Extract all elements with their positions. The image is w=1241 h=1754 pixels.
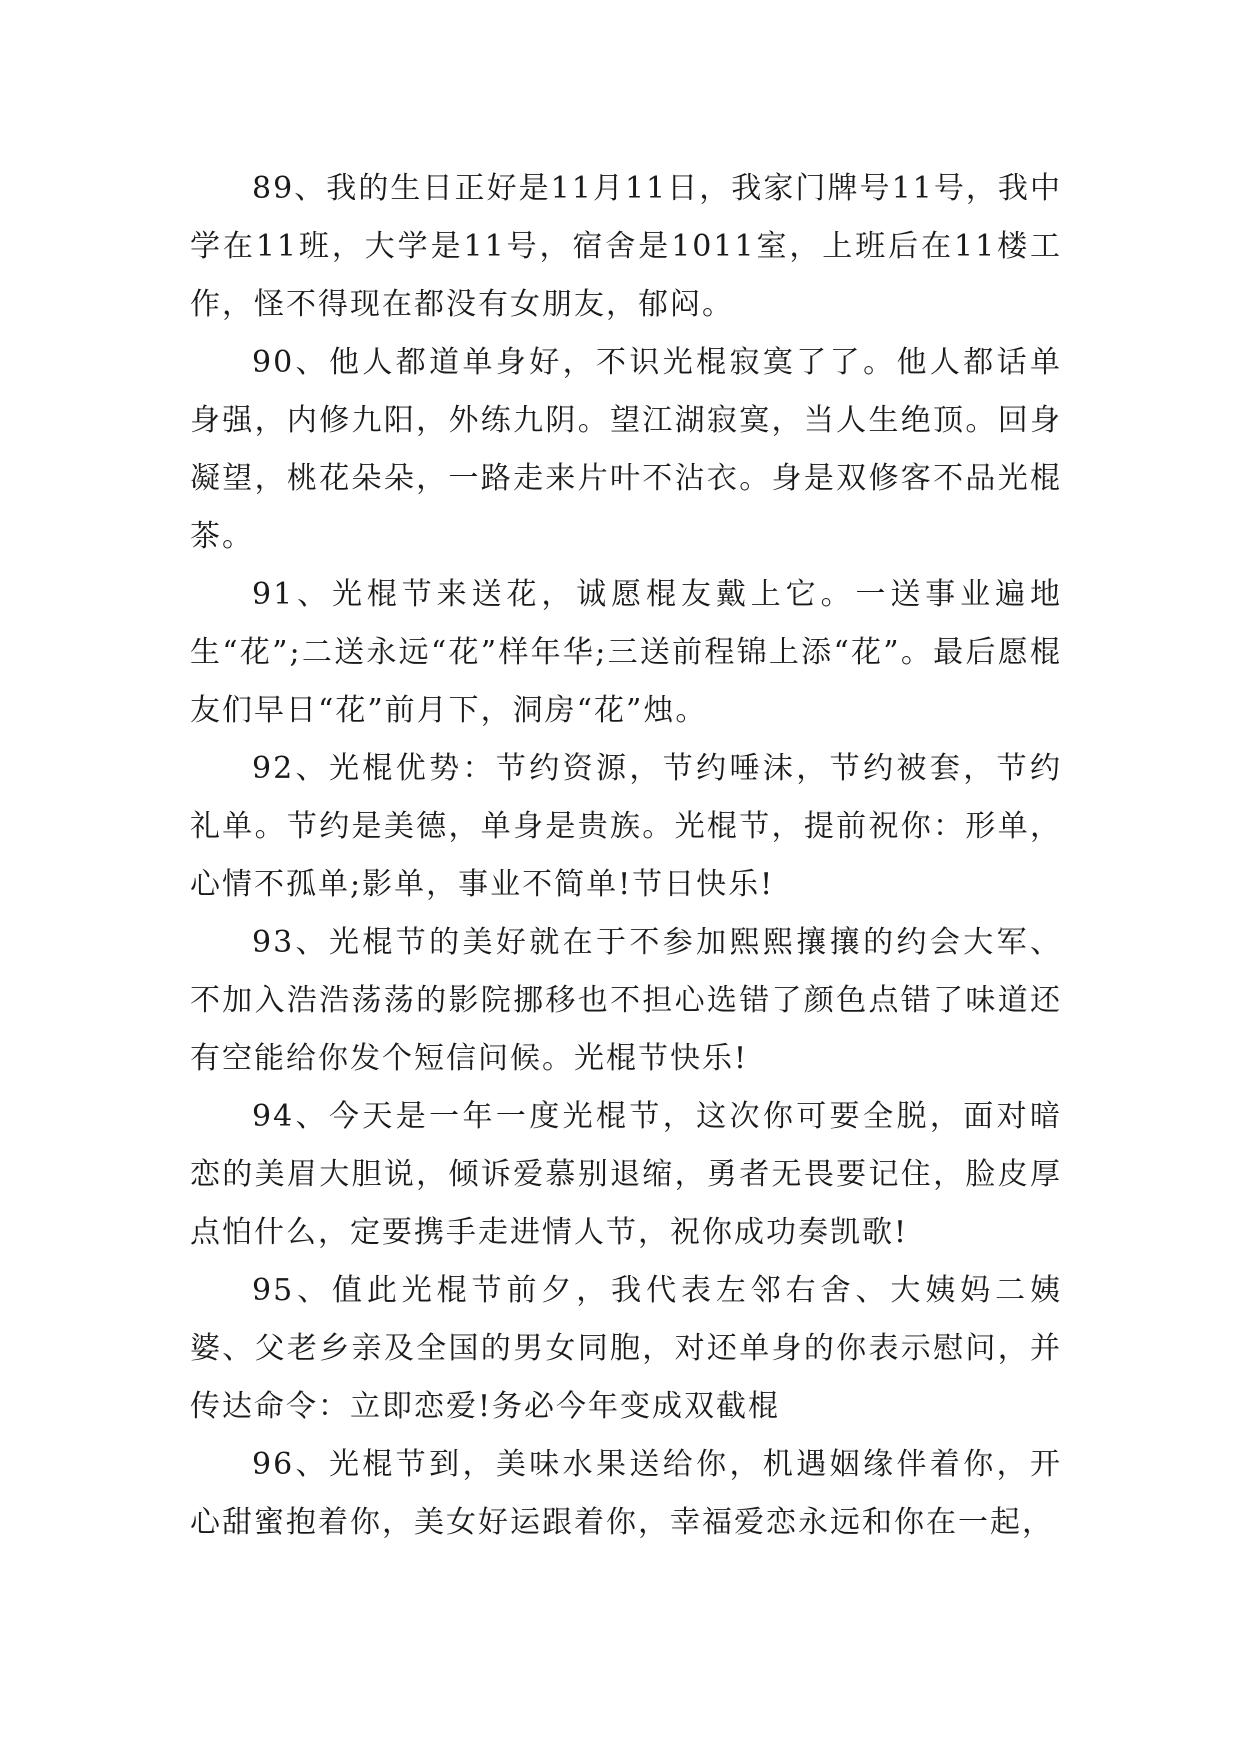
paragraph-95: 95、值此光棍节前夕，我代表左邻右舍、大姨妈二姨婆、父老乡亲及全国的男女同胞，对还单身的你表示慰问，并传达命令：立即恋爱!务必今年变成双截棍 — [190, 1273, 1062, 1424]
paragraph-89: 89、我的生日正好是11月11日，我家门牌号11号，我中学在11班，大学是11号，宿舍是1011室，上班后在11楼工作，怪不得现在都没有女朋友，郁闷。 — [190, 171, 1062, 322]
document-body — [190, 160, 1062, 1552]
paragraph-94: 94、今天是一年一度光棍节，这次你可要全脱，面对暗恋的美眉大胆说，倾诉爱慕别退缩，勇者无畏要记住，脸皮厚点怕什么，定要携手走进情人节，祝你成功奏凯歌! — [190, 1099, 1062, 1250]
paragraph-93: 93、光棍节的美好就在于不参加熙熙攘攘的约会大军、不加入浩浩荡荡的影院挪移也不担心选错了颜色点错了味道还有空能给你发个短信问候。光棍节快乐! — [190, 925, 1062, 1076]
paragraph-92: 92、光棍优势：节约资源，节约唾沫，节约被套，节约礼单。节约是美德，单身是贵族。光棍节，提前祝你：形单，心情不孤单;影单，事业不简单!节日快乐! — [190, 751, 1062, 902]
paragraph-91: 91、光棍节来送花，诚愿棍友戴上它。一送事业遍地生“花”;二送永远“花”样年华;三送前程锦上添“花”。最后愿棍友们早日“花”前月下，洞房“花”烛。 — [190, 577, 1062, 728]
paragraph-96: 96、光棍节到，美味水果送给你，机遇姻缘伴着你，开心甜蜜抱着你，美女好运跟着你，幸福爱恋永远和你在一起， — [190, 1447, 1062, 1540]
paragraph-90: 90、他人都道单身好，不识光棍寂寞了了。他人都话单身强，内修九阳，外练九阴。望江湖寂寞，当人生绝顶。回身凝望，桃花朵朵，一路走来片叶不沾衣。身是双修客不品光棍茶。 — [190, 345, 1062, 554]
